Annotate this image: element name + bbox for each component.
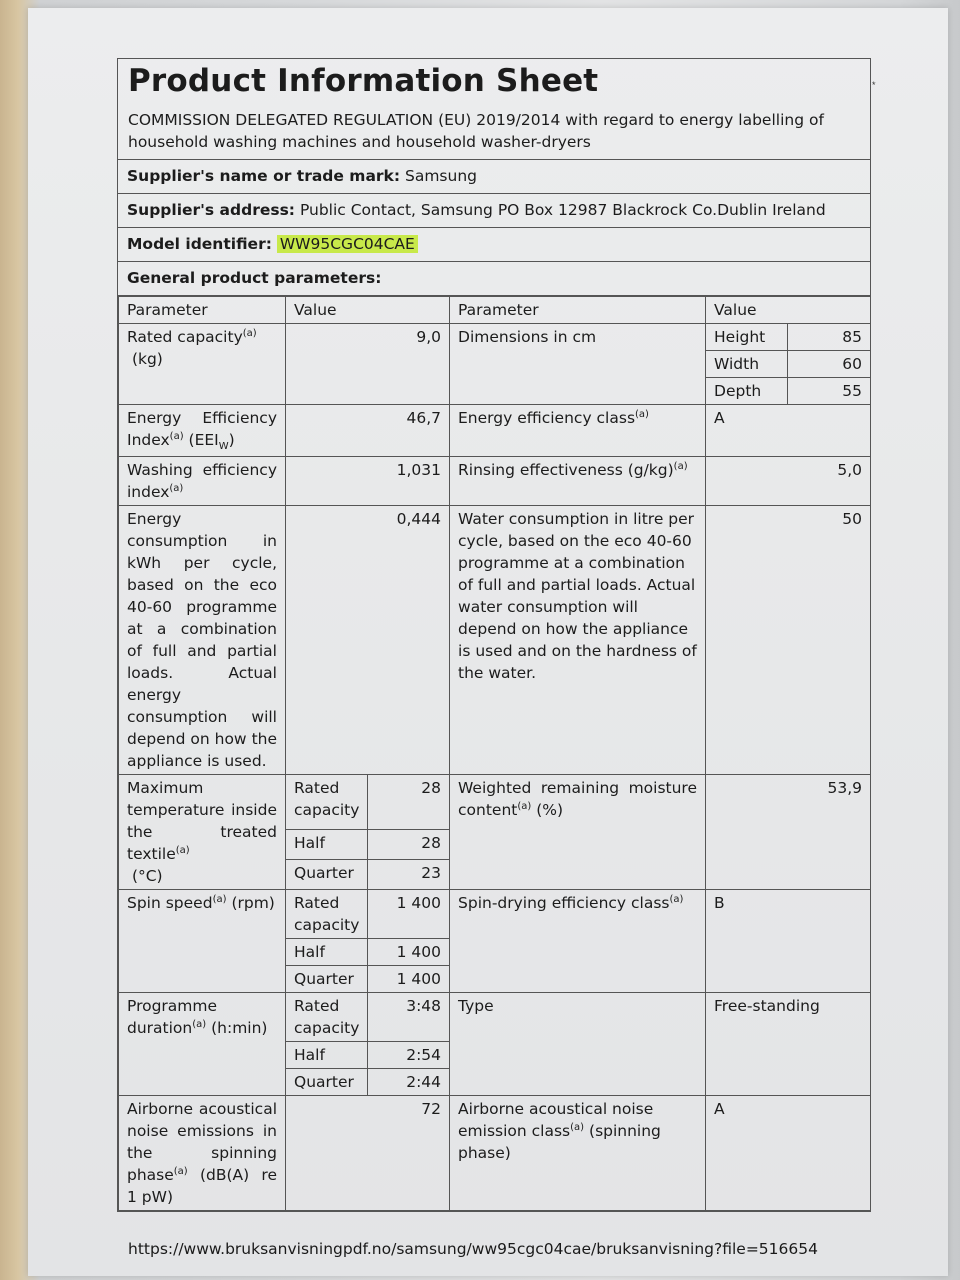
energy-consumption-value: 0,444 — [286, 506, 450, 775]
moisture-label: Weighted remaining moisture content$^{(a)}$ (%) — [450, 775, 706, 890]
spin-speed-label: Spin speed$^{(a)}$ (rpm) — [119, 890, 286, 993]
washing-efficiency-value: 1,031 — [286, 457, 450, 506]
energy-consumption-label: Energy consumption in kWh per cycle, based on the eco 40-60 programme at a combination of full and partial loads. Actual energy consumption will depend on how the appliance is used. — [119, 506, 286, 775]
table-row — [119, 405, 871, 457]
parameters-table — [118, 296, 871, 1211]
table-row — [119, 457, 871, 506]
supplier-name-row — [118, 160, 870, 194]
temp-rated-value: 28 — [368, 775, 450, 830]
header-parameter-2: Parameter — [450, 297, 706, 324]
programme-duration-label: Programme duration$^{(a)}$ (h:min) — [119, 993, 286, 1096]
model-value: WW95CGC04CAE — [277, 235, 418, 253]
duration-quarter-label: Quarter — [286, 1069, 368, 1096]
supplier-name-value: Samsung — [405, 167, 477, 185]
temp-half-label: Half — [286, 829, 368, 859]
footnote-mark: (a) — [212, 893, 227, 905]
header-value-1: Value — [286, 297, 450, 324]
source-url: https://www.bruksanvisningpdf.no/samsung/ww95cgc04cae/bruksanvisning?file=516654 — [128, 1240, 818, 1258]
width-value: 60 — [788, 351, 871, 378]
rinsing-value: 5,0 — [706, 457, 871, 506]
supplier-name-label: Supplier's name or trade mark: — [127, 167, 401, 185]
model-row — [118, 228, 870, 262]
temp-rated-label: Rated capacity — [286, 775, 368, 830]
corner-mark: * — [872, 80, 876, 90]
table-row — [119, 993, 871, 1042]
footnote-mark: (a) — [673, 460, 688, 472]
duration-quarter-value: 2:44 — [368, 1069, 450, 1096]
header-value-2: Value — [706, 297, 871, 324]
water-consumption-label: Water consumption in litre per cycle, based on the eco 40-60 programme at a combination of full and partial loads. Actual water consumption will depend on how the appliance is used and on the hardness of the water. — [450, 506, 706, 775]
eei-value: 46,7 — [286, 405, 450, 457]
duration-rated-label: Rated capacity — [286, 993, 368, 1042]
table-row — [119, 775, 871, 830]
table-row — [119, 506, 871, 775]
depth-value: 55 — [788, 378, 871, 405]
spin-quarter-label: Quarter — [286, 966, 368, 993]
eei-label: Energy Efficiency Index$^{(a)}$ $(EEI_W)$ — [119, 405, 286, 457]
table-row — [119, 890, 871, 939]
temp-quarter-label: Quarter — [286, 859, 368, 889]
page-title: Product Information Sheet — [128, 63, 599, 99]
header-parameter-1: Parameter — [119, 297, 286, 324]
footnote-mark: (a) — [169, 482, 184, 494]
footnote-mark: (a) — [192, 1018, 207, 1030]
temp-half-value: 28 — [368, 829, 450, 859]
table-row — [119, 324, 871, 351]
footnote-mark: (a) — [570, 1121, 585, 1133]
model-label: Model identifier: — [127, 235, 272, 253]
noise-emissions-value: 72 — [286, 1096, 450, 1211]
washing-efficiency-label: Washing efficiency index$^{(a)}$ — [119, 457, 286, 506]
regulation-subtitle: COMMISSION DELEGATED REGULATION (EU) 2019/2014 with regard to energy labelling of household washing machines and household washer-dryers — [128, 111, 824, 151]
rinsing-label: Rinsing effectiveness (g/kg)$^{(a)}$ — [450, 457, 706, 506]
product-information-sheet — [117, 58, 871, 1212]
footnote-mark: (a) — [169, 430, 184, 442]
duration-half-value: 2:54 — [368, 1042, 450, 1069]
spin-half-value: 1 400 — [368, 939, 450, 966]
table-row — [119, 1096, 871, 1211]
header-block — [118, 59, 870, 160]
supplier-address-row — [118, 194, 870, 228]
table-header-row — [119, 297, 871, 324]
water-consumption-value: 50 — [706, 506, 871, 775]
height-label: Height — [706, 324, 788, 351]
max-temperature-label: Maximum temperature inside the treated textile$^{(a)}$ (°C) — [119, 775, 286, 890]
footnote-mark: (a) — [173, 1165, 188, 1177]
temp-quarter-value: 23 — [368, 859, 450, 889]
supplier-address-value: Public Contact, Samsung PO Box 12987 Blackrock Co.Dublin Ireland — [299, 201, 826, 219]
spin-rated-value: 1 400 — [368, 890, 450, 939]
footnote-mark: (a) — [635, 408, 649, 420]
general-parameters-row — [118, 262, 870, 296]
spin-rated-label: Rated capacity — [286, 890, 368, 939]
supplier-address-label: Supplier's address: — [127, 201, 295, 219]
noise-class-value: A — [706, 1096, 871, 1211]
width-label: Width — [706, 351, 788, 378]
height-value: 85 — [788, 324, 871, 351]
type-value: Free-standing — [706, 993, 871, 1096]
spin-quarter-value: 1 400 — [368, 966, 450, 993]
general-parameters-label: General product parameters: — [127, 269, 382, 287]
moisture-value: 53,9 — [706, 775, 871, 890]
footnote-mark: (a) — [242, 327, 257, 339]
depth-label: Depth — [706, 378, 788, 405]
energy-class-value: A — [706, 405, 871, 457]
type-label: Type — [450, 993, 706, 1096]
duration-half-label: Half — [286, 1042, 368, 1069]
dimensions-label: Dimensions in cm — [450, 324, 706, 405]
capacity-label: Rated capacity$^{(a)}$ (kg) — [119, 324, 286, 405]
noise-emissions-label: Airborne acoustical noise emissions in the spinning phase$^{(a)}$ (dB(A) re 1 pW) — [119, 1096, 286, 1211]
footnote-mark: (a) — [517, 800, 532, 812]
duration-rated-value: 3:48 — [368, 993, 450, 1042]
footnote-mark: (a) — [175, 844, 190, 856]
noise-class-label: Airborne acoustical noise emission class$^{(a)}$ (spinning phase) — [450, 1096, 706, 1211]
spin-class-label: Spin-drying efficiency class$^{(a)}$ — [450, 890, 706, 993]
capacity-value: 9,0 — [286, 324, 450, 405]
spin-half-label: Half — [286, 939, 368, 966]
energy-class-label: Energy efficiency class$^{(a)}$ — [450, 405, 706, 457]
spin-class-value: B — [706, 890, 871, 993]
footnote-mark: (a) — [669, 893, 684, 905]
